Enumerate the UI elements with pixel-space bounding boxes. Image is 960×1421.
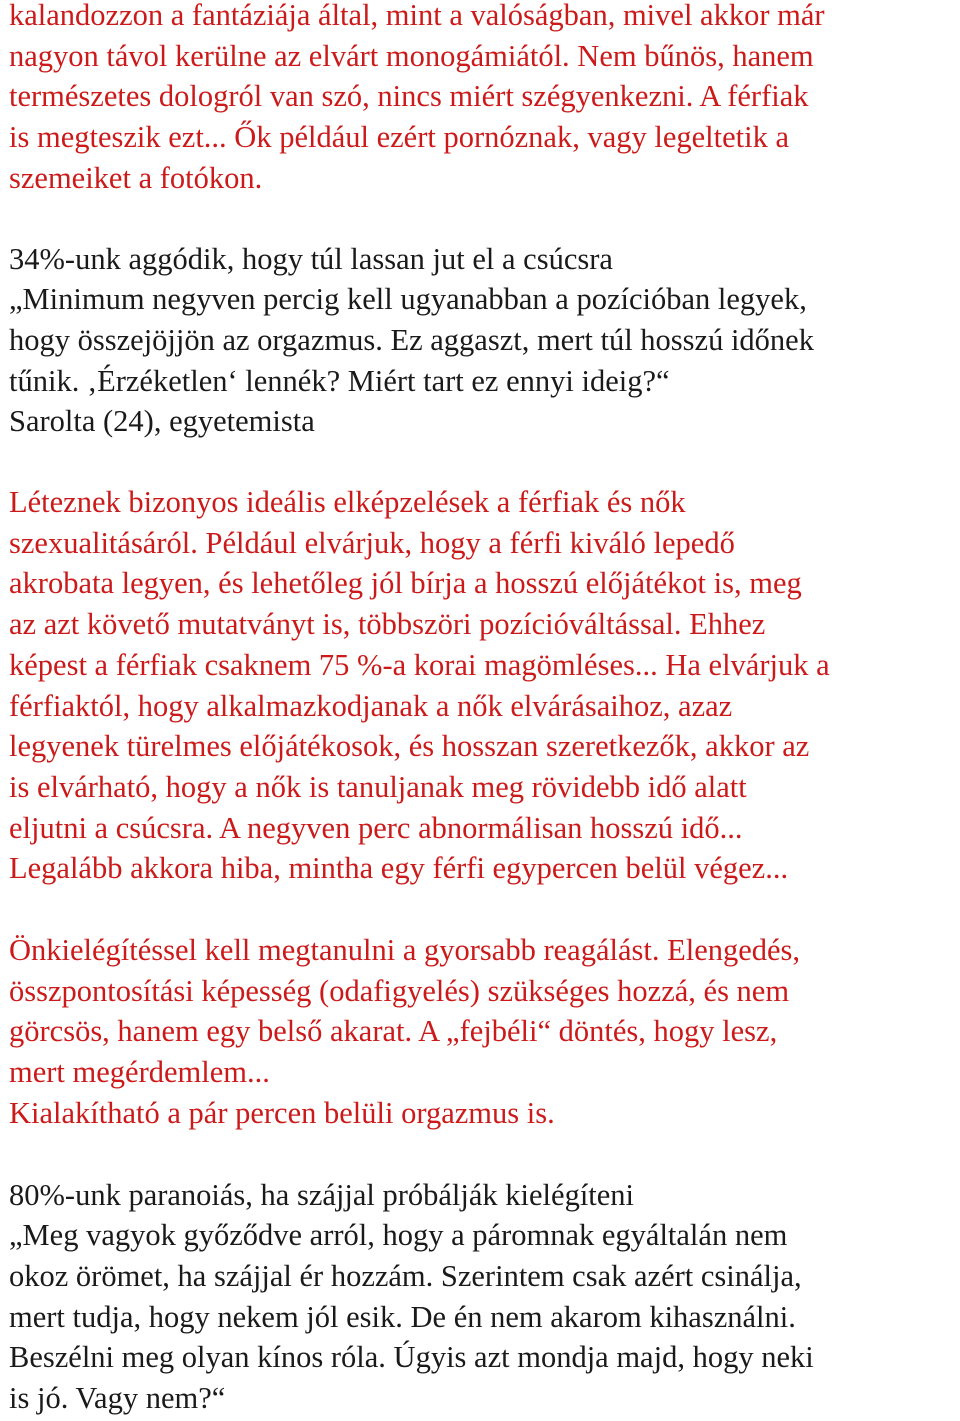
text-line: görcsös, hanem egy belső akarat. A „fejbéli“ döntés, hogy lesz,: [9, 1014, 778, 1049]
text-line: képest a férfiak csaknem 75 %-a korai magömléses... Ha elvárjuk a: [9, 647, 830, 682]
text-line: nagyon távol kerülne az elvárt monogámiától. Nem bűnös, hanem: [9, 38, 814, 73]
answer-paragraph-1: [9, 482, 960, 889]
quote-line: hogy összejöjjön az orgazmus. Ez aggaszt, mert túl hosszú időnek: [9, 322, 814, 357]
text-line: Kialakítható a pár percen belüli orgazmus is.: [9, 1095, 555, 1130]
question-heading: 80%-unk paranoiás, ha szájjal próbálják kielégíteni: [9, 1177, 635, 1212]
quote-line: Beszélni meg olyan kínos róla. Úgyis azt mondja majd, hogy neki: [9, 1340, 814, 1375]
quote-line: „Meg vagyok győződve arról, hogy a páromnak egyáltalán nem: [9, 1218, 788, 1253]
intro-paragraph: [9, 0, 960, 199]
paragraph-gap: [9, 199, 960, 239]
paragraph-gap: [9, 442, 960, 482]
quote-line: is jó. Vagy nem?“: [9, 1381, 226, 1416]
question-paragraph-34: [9, 239, 960, 443]
question-paragraph-80: [9, 1175, 960, 1419]
text-line: férfiaktól, hogy alkalmazkodjanak a nők elvárásaihoz, azaz: [9, 688, 733, 723]
text-line: Léteznek bizonyos ideális elképzelések a férfiak és nők: [9, 485, 686, 520]
text-line: összpontosítási képesség (odafigyelés) szükséges hozzá, és nem: [9, 973, 790, 1008]
text-line: szemeiket a fotókon.: [9, 160, 263, 195]
quote-line: „Minimum negyven percig kell ugyanabban a pozícióban legyek,: [9, 282, 807, 317]
text-line: mert megérdemlem...: [9, 1055, 270, 1090]
text-line: is elvárható, hogy a nők is tanuljanak meg rövidebb idő alatt: [9, 769, 747, 804]
quote-line: mert tudja, hogy nekem jól esik. De én nem akarom kihasználni.: [9, 1299, 796, 1334]
question-heading: 34%-unk aggódik, hogy túl lassan jut el a csúcsra: [9, 241, 613, 276]
answer-paragraph-2: [9, 930, 960, 1134]
text-line: kalandozzon a fantáziája által, mint a valóságban, mivel akkor már: [9, 0, 825, 32]
text-line: szexualitásáról. Például elvárjuk, hogy a férfi kiváló lepedő: [9, 525, 735, 560]
text-line: eljutni a csúcsra. A negyven perc abnormálisan hosszú idő...: [9, 810, 743, 845]
text-line: is megteszik ezt... Ők például ezért pornóznak, vagy legeltetik a: [9, 120, 789, 155]
text-line: természetes dologról van szó, nincs miért szégyenkezni. A férfiak: [9, 79, 809, 114]
text-line: Önkielégítéssel kell megtanulni a gyorsabb reagálást. Elengedés,: [9, 933, 801, 968]
paragraph-gap: [9, 889, 960, 930]
quote-line: okoz örömet, ha szájjal ér hozzám. Szerintem csak azért csinálja,: [9, 1258, 802, 1293]
text-line: Legalább akkora hiba, mintha egy férfi egypercen belül végez...: [9, 851, 789, 886]
text-line: legyenek türelmes előjátékosok, és hosszan szeretkezők, akkor az: [9, 729, 810, 764]
quote-author: Sarolta (24), egyetemista: [9, 404, 315, 439]
quote-line: tűnik. ‚Érzéketlen‘ lennék? Miért tart ez ennyi ideig?“: [9, 363, 670, 398]
text-line: akrobata legyen, és lehetőleg jól bírja a hosszú előjátékot is, meg: [9, 566, 802, 601]
paragraph-gap: [9, 1134, 960, 1175]
text-line: az azt követő mutatványt is, többszöri pozícióváltással. Ehhez: [9, 607, 766, 642]
